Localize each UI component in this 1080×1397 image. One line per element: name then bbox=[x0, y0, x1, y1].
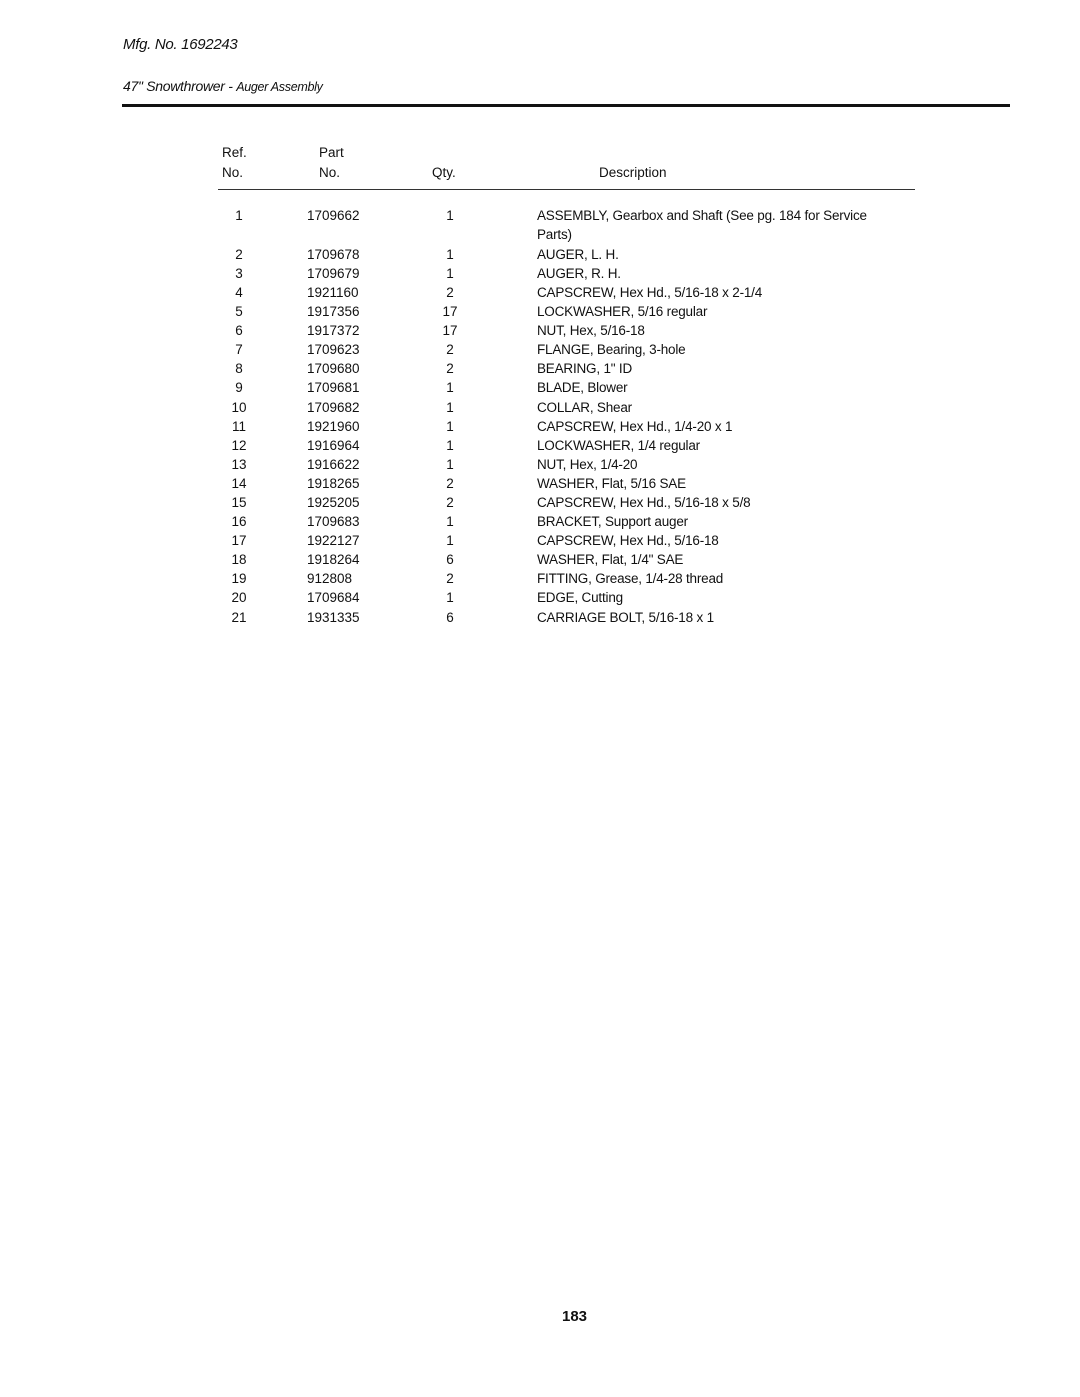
ref-no: 12 bbox=[231, 437, 247, 453]
table-row bbox=[0, 531, 1080, 550]
table-row bbox=[0, 321, 1080, 340]
ref-no: 16 bbox=[231, 514, 247, 530]
quantity: 6 bbox=[446, 609, 454, 625]
quantity: 1 bbox=[446, 246, 454, 262]
ref-no: 4 bbox=[235, 284, 243, 300]
part-no: 1917372 bbox=[307, 323, 360, 339]
quantity: 2 bbox=[446, 361, 454, 377]
part-no: 1931335 bbox=[307, 609, 360, 625]
ref-no: 14 bbox=[231, 475, 247, 491]
description: EDGE, Cutting bbox=[537, 590, 623, 606]
quantity: 17 bbox=[442, 304, 458, 320]
quantity: 1 bbox=[446, 437, 454, 453]
parts-table bbox=[0, 206, 1080, 627]
description: LOCKWASHER, 5/16 regular bbox=[537, 304, 708, 320]
part-no: 1709681 bbox=[307, 380, 360, 396]
table-row bbox=[0, 283, 1080, 302]
part-no: 1709684 bbox=[307, 590, 360, 606]
part-no: 912808 bbox=[307, 571, 353, 587]
header-rule bbox=[122, 104, 1010, 107]
part-no: 1709679 bbox=[307, 265, 360, 281]
ref-no: 6 bbox=[235, 323, 243, 339]
description: AUGER, L. H. bbox=[537, 246, 619, 262]
description: FITTING, Grease, 1/4-28 thread bbox=[537, 571, 724, 587]
table-row bbox=[0, 474, 1080, 493]
quantity: 1 bbox=[446, 265, 454, 281]
description: FLANGE, Bearing, 3-hole bbox=[537, 342, 686, 358]
part-label-1: Part bbox=[319, 145, 344, 160]
part-no: 1709683 bbox=[307, 514, 360, 530]
ref-no: 17 bbox=[231, 533, 247, 549]
part-no: 1709623 bbox=[307, 342, 360, 358]
ref-no: 3 bbox=[235, 265, 243, 281]
page-number: 183 bbox=[562, 1308, 588, 1325]
part-no: 1709682 bbox=[307, 399, 360, 415]
table-row bbox=[0, 359, 1080, 378]
quantity: 1 bbox=[446, 399, 454, 415]
quantity: 1 bbox=[446, 590, 454, 606]
ref-no: 13 bbox=[231, 456, 247, 472]
part-no: 1918265 bbox=[307, 475, 360, 491]
part-no: 1709678 bbox=[307, 246, 360, 262]
ref-no: 5 bbox=[235, 304, 243, 320]
table-row bbox=[0, 436, 1080, 455]
quantity: 1 bbox=[446, 380, 454, 396]
description: CAPSCREW, Hex Hd., 5/16-18 bbox=[537, 533, 719, 549]
ref-no: 9 bbox=[235, 380, 243, 396]
product-name: 47" Snowthrower - bbox=[123, 78, 237, 94]
part-no: 1709680 bbox=[307, 361, 360, 377]
part-no: 1921960 bbox=[307, 418, 360, 434]
description: LOCKWASHER, 1/4 regular bbox=[537, 437, 700, 453]
quantity: 1 bbox=[446, 514, 454, 530]
col-header-ref bbox=[222, 143, 247, 183]
part-no: 1921160 bbox=[307, 284, 359, 300]
description: ASSEMBLY, Gearbox and Shaft (See pg. 184 for Service Parts) bbox=[537, 208, 867, 242]
part-no: 1925205 bbox=[307, 495, 360, 511]
table-row bbox=[0, 493, 1080, 512]
ref-no: 1 bbox=[235, 208, 243, 223]
quantity: 2 bbox=[446, 342, 454, 358]
table-row bbox=[0, 417, 1080, 436]
ref-no: 15 bbox=[231, 495, 247, 511]
section-title bbox=[123, 78, 323, 94]
table-row bbox=[0, 550, 1080, 569]
description: CAPSCREW, Hex Hd., 5/16-18 x 2-1/4 bbox=[537, 284, 763, 300]
part-no: 1917356 bbox=[307, 304, 360, 320]
quantity: 6 bbox=[446, 552, 454, 568]
table-row bbox=[0, 206, 1080, 245]
ref-no: 2 bbox=[235, 246, 243, 262]
mfg-number: Mfg. No. 1692243 bbox=[123, 36, 238, 53]
quantity: 1 bbox=[446, 533, 454, 549]
description: CAPSCREW, Hex Hd., 1/4-20 x 1 bbox=[537, 418, 733, 434]
quantity: 2 bbox=[446, 495, 454, 511]
quantity: 2 bbox=[446, 571, 454, 587]
quantity: 2 bbox=[446, 284, 454, 300]
ref-no: 20 bbox=[231, 590, 247, 606]
table-row bbox=[0, 264, 1080, 283]
description: WASHER, Flat, 5/16 SAE bbox=[537, 475, 686, 491]
description: NUT, Hex, 1/4-20 bbox=[537, 456, 638, 472]
ref-no: 8 bbox=[235, 361, 243, 377]
ref-label-2: No. bbox=[222, 165, 244, 180]
ref-no: 7 bbox=[235, 342, 243, 358]
col-header-qty: Qty. bbox=[432, 165, 456, 180]
part-no: 1918264 bbox=[307, 552, 360, 568]
part-no: 1916964 bbox=[307, 437, 360, 453]
description: WASHER, Flat, 1/4" SAE bbox=[537, 552, 684, 568]
ref-no: 18 bbox=[231, 552, 247, 568]
ref-label-1: Ref. bbox=[222, 145, 247, 160]
ref-no: 19 bbox=[231, 571, 247, 587]
part-no: 1916622 bbox=[307, 456, 360, 472]
table-row bbox=[0, 608, 1080, 627]
description: CARRIAGE BOLT, 5/16-18 x 1 bbox=[537, 609, 714, 625]
quantity: 1 bbox=[446, 418, 454, 434]
quantity: 2 bbox=[446, 475, 454, 491]
quantity: 1 bbox=[446, 456, 454, 472]
table-header-rule bbox=[218, 189, 915, 190]
assembly-name: Auger Assembly bbox=[236, 80, 323, 94]
table-row bbox=[0, 455, 1080, 474]
description: AUGER, R. H. bbox=[537, 265, 621, 281]
col-header-description: Description bbox=[599, 165, 667, 180]
description: COLLAR, Shear bbox=[537, 399, 632, 415]
description: BEARING, 1" ID bbox=[537, 361, 633, 377]
col-header-part bbox=[319, 143, 344, 183]
table-row bbox=[0, 512, 1080, 531]
table-row bbox=[0, 302, 1080, 321]
quantity: 17 bbox=[442, 323, 458, 339]
table-row bbox=[0, 340, 1080, 359]
ref-no: 21 bbox=[231, 609, 247, 625]
table-row bbox=[0, 398, 1080, 417]
table-row bbox=[0, 378, 1080, 397]
description: NUT, Hex, 5/16-18 bbox=[537, 323, 645, 339]
part-label-2: No. bbox=[319, 165, 341, 180]
part-no: 1922127 bbox=[307, 533, 360, 549]
table-row bbox=[0, 245, 1080, 264]
ref-no: 10 bbox=[231, 399, 247, 415]
ref-no: 11 bbox=[231, 418, 246, 434]
description: BRACKET, Support auger bbox=[537, 514, 688, 530]
description: BLADE, Blower bbox=[537, 380, 628, 396]
part-no: 1709662 bbox=[307, 208, 360, 223]
quantity: 1 bbox=[446, 208, 454, 223]
description: CAPSCREW, Hex Hd., 5/16-18 x 5/8 bbox=[537, 495, 751, 511]
table-row bbox=[0, 588, 1080, 607]
table-row bbox=[0, 569, 1080, 588]
